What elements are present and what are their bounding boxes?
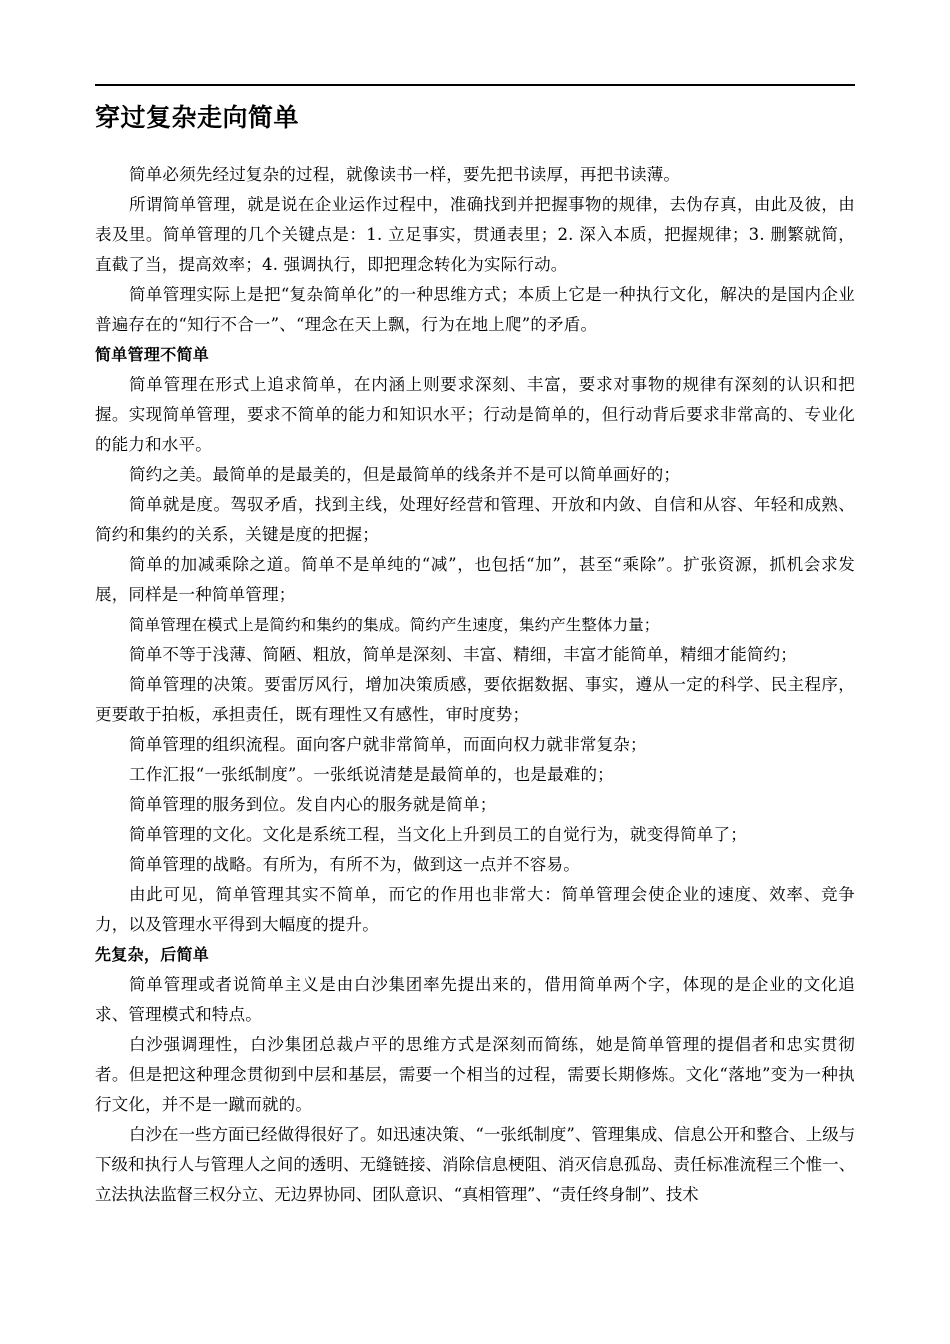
body-paragraph: 简单管理或者说简单主义是由白沙集团率先提出来的，借用简单两个字，体现的是企业的文化追求、管理模式和特点。 [95, 975, 855, 1024]
body-paragraph: 简单管理的文化。文化是系统工程，当文化上升到员工的自觉行为，就变得简单了； [129, 825, 747, 844]
body-paragraph: 简单管理在形式上追求简单，在内涵上则要求深刻、丰富，要求对事物的规律有深刻的认识和把握。实现简单管理，要求不简单的能力和知识水平；行动是简单的，但行动背后要求非常高的、专业化的能力和水平。 [95, 375, 855, 454]
body-paragraph: 简单管理的组织流程。面向客户就非常简单，而面向权力就非常复杂； [129, 735, 647, 754]
body-paragraph: 白沙在一些方面已经做得很好了。如迅速决策、“一张纸制度”、管理集成、信息公开和整合、上级与下级和执行人与管理人之间的透明、无缝链接、消除信息梗阻、消灭信息孤岛、责任标准流程三个惟一、立法执法监督三权分立、无边界协同、团队意识、“真相管理”、“责任终身制”、技术 [95, 1125, 855, 1204]
section-heading: 简单管理不简单 [95, 345, 210, 364]
body-paragraph: 简单管理的服务到位。发自内心的服务就是简单； [129, 795, 497, 814]
body-paragraph: 简单管理实际上是把“复杂简单化”的一种思维方式；本质上它是一种执行文化，解决的是国内企业普遍存在的“知行不合一”、“理念在天上飘，行为在地上爬”的矛盾。 [95, 285, 855, 334]
body-paragraph: 由此可见，简单管理其实不简单，而它的作用也非常大：简单管理会使企业的速度、效率、竞争力，以及管理水平得到大幅度的提升。 [95, 885, 855, 934]
document-body [95, 160, 855, 1210]
body-paragraph: 简单管理的决策。要雷厉风行，增加决策质感，要依据数据、事实，遵从一定的科学、民主程序，更要敢于拍板，承担责任，既有理性又有感性，审时度势； [95, 675, 855, 724]
body-paragraph: 简约之美。最简单的是最美的，但是最简单的线条并不是可以简单画好的； [129, 465, 681, 484]
body-paragraph: 简单管理的战略。有所为，有所不为，做到这一点并不容易。 [129, 855, 580, 874]
body-paragraph: 工作汇报“一张纸制度”。一张纸说清楚是最简单的，也是最难的； [129, 765, 614, 784]
body-paragraph: 白沙强调理性，白沙集团总裁卢平的思维方式是深刻而简练，她是简单管理的提倡者和忠实贯彻者。但是把这种理念贯彻到中层和基层，需要一个相当的过程，需要长期修炼。文化“落地”变为一种执行文化，并不是一蹴而就的。 [95, 1035, 855, 1114]
body-paragraph: 简单不等于浅薄、简陋、粗放，简单是深刻、丰富、精细，丰富才能简单，精细才能简约； [129, 645, 797, 664]
header-separator-rule [95, 84, 855, 86]
body-paragraph: 简单管理在模式上是简约和集约的集成。简约产生速度，集约产生整体力量； [129, 616, 660, 634]
body-paragraph: 简单的加减乘除之道。简单不是单纯的“减”，也包括“加”，甚至“乘除”。扩张资源，抓机会求发展，同样是一种简单管理； [95, 555, 855, 604]
document-content [95, 100, 855, 1210]
body-paragraph: 简单就是度。驾驭矛盾，找到主线，处理好经营和管理、开放和内敛、自信和从容、年轻和成熟、简约和集约的关系，关键是度的把握； [95, 495, 855, 544]
body-paragraph: 所谓简单管理，就是说在企业运作过程中，准确找到并把握事物的规律，去伪存真，由此及彼，由表及里。简单管理的几个关键点是：1. 立足事实，贯通表里；2. 深入本质，把握规律；3. 删繁就简，直截了当，提高效率；4. 强调执行，即把理念转化为实际行动。 [95, 195, 855, 274]
section-heading: 先复杂，后简单 [95, 945, 210, 964]
body-paragraph: 简单必须先经过复杂的过程，就像读书一样，要先把书读厚，再把书读薄。 [129, 165, 681, 184]
page-title: 穿过复杂走向简单 [95, 103, 300, 132]
